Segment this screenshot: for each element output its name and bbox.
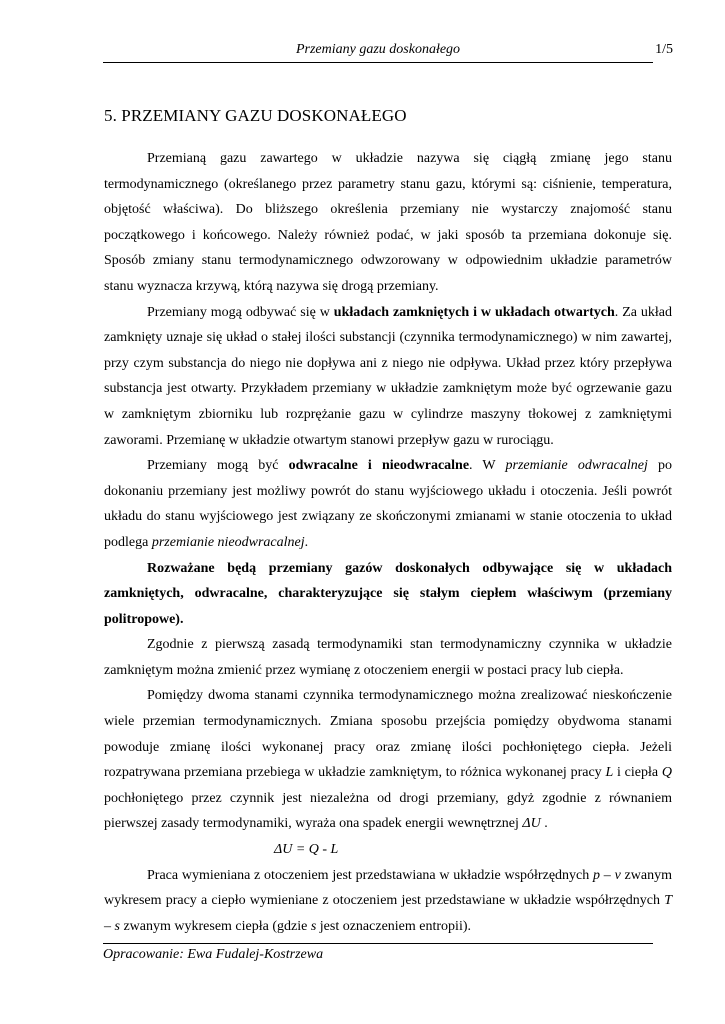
bold-term: odwracalne i nieodwracalne [288, 458, 470, 474]
text-span: zwanym wykresem ciepła (gdzie [119, 918, 311, 934]
page-footer: Opracowanie: Ewa Fudalej-Kostrzewa [103, 947, 324, 962]
symbol-s: s [310, 918, 317, 934]
paragraph-3 [104, 453, 672, 555]
symbol-Q: Q [661, 765, 673, 781]
document-body [104, 146, 672, 939]
page-number: 1/5 [655, 42, 673, 57]
header-title: Przemiany gazu doskonałego [295, 42, 461, 57]
paragraph-2 [104, 300, 672, 454]
text-span: po dokonaniu przemiany jest możliwy powrót do stanu wyjściowego układu i otoczenia. Jeśli powrót układu do stanu wyjściowego jest związany ze skończonymi zmianami w stanie otoczenia to układ podlega [104, 458, 672, 550]
paragraph-1: Przemianą gazu zawartego w układzie nazywa się ciągłą zmianę jego stanu termodynamicznego (określanego przez parametry stanu gazu, którymi są: ciśnienie, temperatura, objętość właściwa). Do bliższego określenia przemiany nie wystarczy znajomość stanu początkowego i końcowego. Należy również podać, w jaki sposób ta przemiana dokonuje się. Sposób zmiany stanu termodynamicznego odwzorowany w odpowiednim układzie parametrów stanu wyznacza krzywą, którą nazywa się drogą przemiany. [104, 151, 672, 294]
symbol-p-v: p – v [593, 867, 621, 883]
text-span: . W [469, 458, 506, 474]
symbol-T-s: T – s [104, 893, 672, 934]
text-span: . [540, 816, 548, 832]
text-span: Przemiany mogą być [147, 458, 289, 474]
text-span: pochłoniętego przez czynnik jest niezależna od drogi przemiany, gdyż zgodnie z równaniem pierwszej zasady termodynamiki, wyraża ona spadek energii wewnętrznej [104, 790, 672, 832]
paragraph-7 [104, 863, 672, 940]
text-span: jest oznaczeniem entropii). [316, 918, 471, 934]
text-span: Pomiędzy dwoma stanami czynnika termodynamicznego można zrealizować nieskończenie wiele przemian termodynamicznych. Zmiana sposobu przejścia pomiędzy obydwoma stanami powoduje zmianę ilości wykonanej pracy oraz zmianę ilości pochłoniętego ciepła. Jeżeli rozpatrywana przemiana przebiega w układzie zamkniętym, to różnica wykonanej pracy [104, 688, 672, 781]
footer-divider [103, 943, 653, 944]
italic-term: przemianie odwracalnej [505, 458, 648, 474]
paragraph-5: Zgodnie z pierwszą zasadą termodynamiki stan termodynamiczny czynnika w układzie zamkniętym można zmienić przez wymianę z otoczeniem energii w postaci pracy lub ciepła. [104, 637, 672, 678]
text-span: Przemiany mogą odbywać się w [147, 304, 334, 320]
text-span: Praca wymieniana z otoczeniem jest przedstawiana w układzie współrzędnych [147, 867, 594, 883]
text-span: i ciepła [613, 765, 662, 781]
bold-term: układach zamkniętych i w układach otwartych [333, 304, 615, 320]
text-span: . [304, 534, 309, 550]
bold-paragraph: Rozważane będą przemiany gazów doskonałych odbywające się w układach zamkniętych, odwracalne, charakteryzujące się stałym ciepłem właściwym (przemiany politropowe). [104, 560, 672, 627]
symbol-L: L [605, 765, 614, 781]
equation: ΔU = Q - L [274, 842, 339, 858]
page-header [103, 42, 673, 62]
paragraph-4 [104, 556, 672, 633]
text-span: zwanym wykresem pracy a ciepło wymieniane z otoczeniem jest przedstawiane w układzie współrzędnych [104, 867, 672, 909]
symbol-delta-U: ΔU [522, 816, 541, 832]
paragraph-6 [104, 683, 672, 837]
section-heading: 5. PRZEMIANY GAZU DOSKONAŁEGO [104, 106, 407, 125]
italic-term: przemianie nieodwracalnej [151, 534, 305, 550]
header-divider [103, 62, 653, 63]
text-span: . Za układ zamknięty uznaje się układ o stałej ilości substancji (czynnika termodynamicznego) w nim zawartej, przy czym substancja do niego nie dopływa ani z niego nie odpływa. Układ przez który przepływa substancja jest otwarty. Przykładem przemiany w układzie zamkniętym może być ogrzewanie gazu w zamkniętym zbiorniku lub rozprężanie gazu w cylindrze maszyny tłokowej z zamkniętymi zaworami. Przemianę w układzie otwartym stanowi przepływ gazu w rurociągu. [104, 304, 672, 448]
